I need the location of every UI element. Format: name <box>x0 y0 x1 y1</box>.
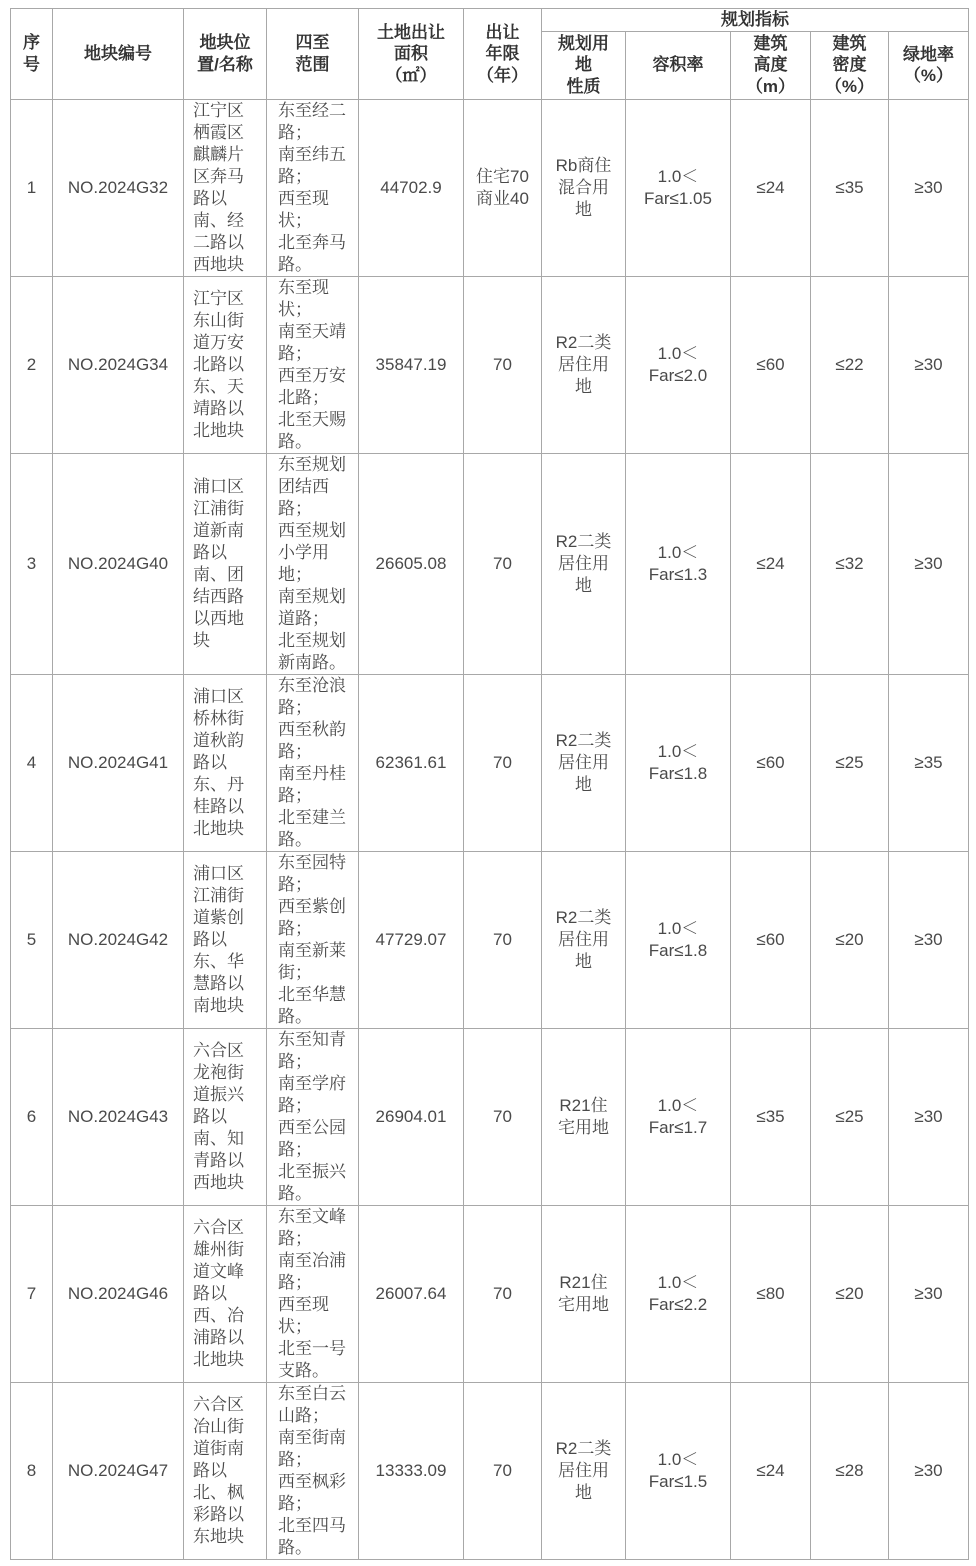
boundary-line: 北至建兰路。 <box>278 807 346 849</box>
cell-boundaries <box>267 276 359 453</box>
header-boundaries <box>267 9 359 100</box>
cell-area: 26605.08 <box>359 453 464 674</box>
cell-term: 70 <box>464 1205 542 1382</box>
boundary-line: 西至公园路； <box>278 1117 346 1159</box>
boundary-line: 北至四马路。 <box>278 1515 346 1557</box>
cell-land-use: R2二类居住用地 <box>542 851 626 1028</box>
header-land-use-line: 地 <box>575 55 592 75</box>
cell-building-density: ≤35 <box>811 99 889 276</box>
header-planning-indicators: 规划指标 <box>542 9 969 32</box>
cell-serial-no: 6 <box>11 1028 53 1205</box>
cell-boundaries <box>267 1028 359 1205</box>
header-boundaries-line: 范围 <box>295 54 330 74</box>
boundary-line: 南至街南路； <box>278 1427 346 1469</box>
boundary-line: 西至秋韵路； <box>278 719 346 761</box>
table-header <box>11 9 969 100</box>
cell-serial-no: 4 <box>11 674 53 851</box>
boundary-line: 北至振兴路。 <box>278 1161 346 1203</box>
table-row <box>11 1028 969 1205</box>
header-green-ratio <box>889 31 969 99</box>
header-parcel-id <box>53 9 184 100</box>
cell-boundaries <box>267 674 359 851</box>
cell-far: 1.0＜Far≤2.2 <box>626 1205 731 1382</box>
boundary-line: 南至冶浦路； <box>278 1250 346 1292</box>
cell-green-ratio: ≥30 <box>889 851 969 1028</box>
cell-building-density: ≤22 <box>811 276 889 453</box>
cell-land-use: R2二类居住用地 <box>542 674 626 851</box>
cell-parcel-id: NO.2024G46 <box>53 1205 184 1382</box>
cell-building-height: ≤24 <box>731 453 811 674</box>
cell-building-height: ≤24 <box>731 99 811 276</box>
header-building-height-line: 建筑 <box>753 33 788 53</box>
cell-building-height: ≤60 <box>731 674 811 851</box>
header-land-use-line: 性质 <box>566 76 601 96</box>
boundary-line: 东至知青路； <box>278 1029 346 1071</box>
cell-far: 1.0＜Far≤1.3 <box>626 453 731 674</box>
cell-boundaries <box>267 1382 359 1559</box>
header-term-unit: （年） <box>477 65 528 85</box>
header-term-line: 出让 <box>485 22 520 42</box>
cell-building-density: ≤28 <box>811 1382 889 1559</box>
table-row <box>11 1205 969 1382</box>
cell-area: 62361.61 <box>359 674 464 851</box>
header-row <box>11 9 969 32</box>
table-body <box>11 99 969 1559</box>
cell-location: 六合区冶山街道街南路以北、枫彩路以东地块 <box>184 1382 267 1559</box>
cell-serial-no: 8 <box>11 1382 53 1559</box>
cell-boundaries <box>267 99 359 276</box>
header-green-ratio-line: 绿地率 <box>903 44 954 64</box>
cell-area: 47729.07 <box>359 851 464 1028</box>
boundary-line: 西至万安北路； <box>278 365 346 407</box>
cell-parcel-id: NO.2024G32 <box>53 99 184 276</box>
cell-term: 70 <box>464 851 542 1028</box>
cell-building-density: ≤20 <box>811 1205 889 1382</box>
cell-parcel-id: NO.2024G43 <box>53 1028 184 1205</box>
cell-land-use: R2二类居住用地 <box>542 276 626 453</box>
boundary-line: 南至新莱街； <box>278 940 346 982</box>
boundary-line: 东至现状； <box>278 277 329 319</box>
cell-term: 70 <box>464 674 542 851</box>
cell-building-height: ≤60 <box>731 851 811 1028</box>
cell-building-height: ≤80 <box>731 1205 811 1382</box>
cell-far: 1.0＜Far≤2.0 <box>626 276 731 453</box>
cell-land-use: R2二类居住用地 <box>542 1382 626 1559</box>
header-location-line: 地块位 <box>199 33 251 53</box>
cell-green-ratio: ≥30 <box>889 1382 969 1559</box>
cell-far: 1.0＜Far≤1.8 <box>626 851 731 1028</box>
boundary-line: 西至现状； <box>278 188 329 230</box>
boundary-line: 北至奔马路。 <box>278 232 346 274</box>
boundary-line: 南至学府路； <box>278 1073 346 1115</box>
cell-boundaries <box>267 1205 359 1382</box>
header-building-height <box>731 31 811 99</box>
table-row <box>11 851 969 1028</box>
cell-land-use: Rb商住混合用地 <box>542 99 626 276</box>
cell-location: 六合区雄州街道文峰路以西、冶浦路以北地块 <box>184 1205 267 1382</box>
cell-term: 70 <box>464 276 542 453</box>
cell-serial-no: 7 <box>11 1205 53 1382</box>
cell-land-use: R21住宅用地 <box>542 1028 626 1205</box>
cell-location: 浦口区江浦街道新南路以南、团结西路以西地块 <box>184 453 267 674</box>
cell-serial-no: 2 <box>11 276 53 453</box>
header-serial-no <box>11 9 53 100</box>
cell-far: 1.0＜Far≤1.05 <box>626 99 731 276</box>
cell-location: 浦口区江浦街道紫创路以东、华慧路以南地块 <box>184 851 267 1028</box>
boundary-line: 东至园特路； <box>278 852 346 894</box>
header-area-unit: （㎡） <box>385 65 437 85</box>
cell-green-ratio: ≥35 <box>889 674 969 851</box>
header-area-line: 面积 <box>394 44 428 63</box>
boundary-line: 东至经二路； <box>278 100 346 142</box>
boundary-line: 西至规划小学用地； <box>278 520 346 584</box>
header-location <box>184 9 267 100</box>
cell-parcel-id: NO.2024G47 <box>53 1382 184 1559</box>
cell-green-ratio: ≥30 <box>889 1205 969 1382</box>
cell-far: 1.0＜Far≤1.8 <box>626 674 731 851</box>
boundary-line: 南至丹桂路； <box>278 763 346 805</box>
cell-building-height: ≤24 <box>731 1382 811 1559</box>
header-boundaries-line: 四至 <box>295 33 330 53</box>
header-serial-no-line: 序 <box>23 33 40 53</box>
table-row <box>11 99 969 276</box>
boundary-line: 东至白云山路； <box>278 1383 346 1425</box>
header-building-density-line: 密度 <box>832 55 867 75</box>
boundary-line: 北至天赐路。 <box>278 409 346 451</box>
header-area-line: 土地出让 <box>377 22 445 42</box>
header-land-use-line: 规划用 <box>558 33 609 53</box>
cell-green-ratio: ≥30 <box>889 276 969 453</box>
header-far-line: 容积率 <box>652 55 704 75</box>
cell-boundaries <box>267 453 359 674</box>
header-far <box>626 31 731 99</box>
boundary-line: 西至枫彩路； <box>278 1471 346 1513</box>
header-parcel-id-line: 地块编号 <box>84 44 152 63</box>
cell-serial-no: 3 <box>11 453 53 674</box>
cell-green-ratio: ≥30 <box>889 1028 969 1205</box>
boundary-line: 北至一号支路。 <box>278 1338 346 1380</box>
cell-area: 35847.19 <box>359 276 464 453</box>
cell-green-ratio: ≥30 <box>889 453 969 674</box>
header-term <box>464 9 542 100</box>
table-row <box>11 674 969 851</box>
cell-building-height: ≤35 <box>731 1028 811 1205</box>
cell-location: 浦口区桥林街道秋韵路以东、丹桂路以北地块 <box>184 674 267 851</box>
boundary-line: 东至规划团结西路； <box>278 454 346 518</box>
boundary-line: 东至沧浪路； <box>278 675 346 717</box>
cell-term: 住宅70商业40 <box>464 99 542 276</box>
header-location-line: 置/名称 <box>197 54 253 74</box>
cell-far: 1.0＜Far≤1.5 <box>626 1382 731 1559</box>
cell-green-ratio: ≥30 <box>889 99 969 276</box>
boundary-line: 东至文峰路； <box>278 1206 346 1248</box>
land-parcel-table <box>10 8 969 1560</box>
cell-boundaries <box>267 851 359 1028</box>
boundary-line: 西至现状； <box>278 1294 329 1336</box>
header-serial-no-line: 号 <box>23 54 40 74</box>
cell-building-density: ≤20 <box>811 851 889 1028</box>
cell-parcel-id: NO.2024G40 <box>53 453 184 674</box>
cell-term: 70 <box>464 1382 542 1559</box>
table-row <box>11 1382 969 1559</box>
cell-serial-no: 1 <box>11 99 53 276</box>
cell-area: 44702.9 <box>359 99 464 276</box>
boundary-line: 南至天靖路； <box>278 321 346 363</box>
cell-parcel-id: NO.2024G42 <box>53 851 184 1028</box>
cell-area: 13333.09 <box>359 1382 464 1559</box>
header-building-density-line: 建筑 <box>832 33 867 53</box>
header-building-density <box>811 31 889 99</box>
table-row <box>11 276 969 453</box>
cell-land-use: R2二类居住用地 <box>542 453 626 674</box>
boundary-line: 北至华慧路。 <box>278 984 346 1026</box>
cell-building-density: ≤25 <box>811 674 889 851</box>
cell-serial-no: 5 <box>11 851 53 1028</box>
cell-building-height: ≤60 <box>731 276 811 453</box>
table-row <box>11 453 969 674</box>
cell-location: 江宁区栖霞区麒麟片区奔马路以南、经二路以西地块 <box>184 99 267 276</box>
cell-far: 1.0＜Far≤1.7 <box>626 1028 731 1205</box>
boundary-line: 南至规划道路； <box>278 586 346 628</box>
header-land-use <box>542 31 626 99</box>
cell-building-density: ≤25 <box>811 1028 889 1205</box>
header-building-height-line: 高度 <box>753 55 788 75</box>
cell-building-density: ≤32 <box>811 453 889 674</box>
header-building-density-unit: （%） <box>824 76 875 96</box>
header-green-ratio-unit: （%） <box>903 66 954 85</box>
cell-area: 26007.64 <box>359 1205 464 1382</box>
cell-land-use: R21住宅用地 <box>542 1205 626 1382</box>
cell-term: 70 <box>464 1028 542 1205</box>
header-building-height-unit: （m） <box>745 76 796 96</box>
boundary-line: 南至纬五路； <box>278 144 346 186</box>
boundary-line: 北至规划新南路。 <box>278 630 346 672</box>
cell-term: 70 <box>464 453 542 674</box>
header-term-line: 年限 <box>485 44 520 63</box>
cell-area: 26904.01 <box>359 1028 464 1205</box>
boundary-line: 西至紫创路； <box>278 896 346 938</box>
cell-parcel-id: NO.2024G41 <box>53 674 184 851</box>
cell-parcel-id: NO.2024G34 <box>53 276 184 453</box>
cell-location: 江宁区东山街道万安北路以东、天靖路以北地块 <box>184 276 267 453</box>
header-area <box>359 9 464 100</box>
cell-location: 六合区龙袍街道振兴路以南、知青路以西地块 <box>184 1028 267 1205</box>
